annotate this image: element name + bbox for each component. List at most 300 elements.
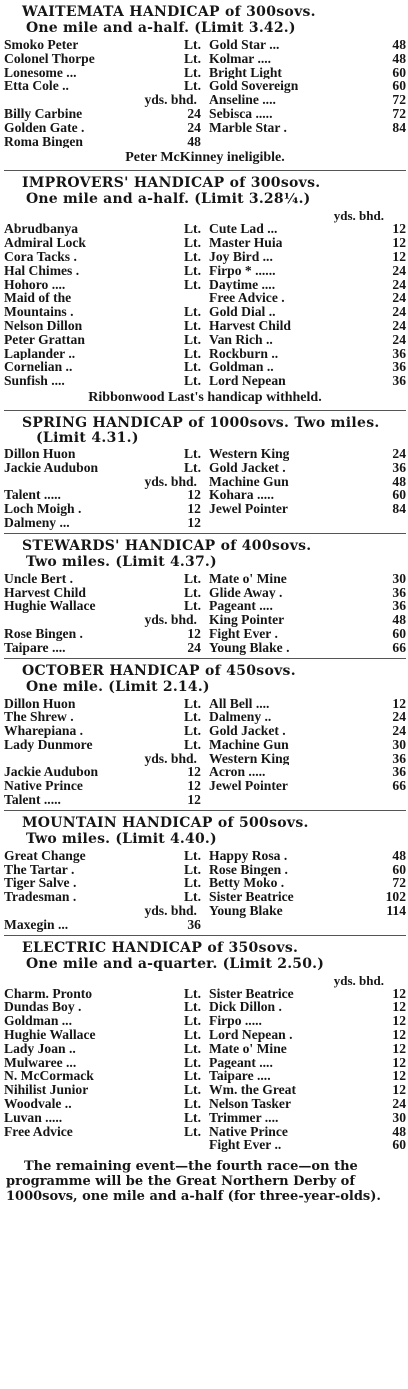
entries-column-right — [209, 572, 406, 655]
horse-name: Dalmeny .. — [209, 710, 272, 725]
entry-row — [209, 1097, 406, 1111]
handicap-value: Lt. — [183, 359, 201, 375]
horse-name: Glide Away . — [209, 585, 283, 600]
horse-name: Harvest Child — [4, 585, 86, 600]
entry-row — [209, 291, 406, 305]
handicap-value: Lt. — [183, 709, 201, 725]
handicap-value: Lt. — [183, 1013, 201, 1029]
entry-row — [209, 1069, 406, 1083]
entry-row — [4, 793, 201, 807]
horse-name: Jackie Audubon — [4, 765, 99, 780]
entry-row — [209, 876, 406, 890]
horse-name: Uncle Bert . — [4, 571, 74, 586]
horse-name: Mate o' Mine — [209, 1041, 287, 1056]
handicap-value: Lt. — [183, 304, 201, 320]
horse-name: Nihilist Junior — [4, 1083, 89, 1098]
entry-row — [209, 52, 406, 66]
section-subtitle: One mile and a-half. (Limit 3.28¼.) — [26, 191, 311, 208]
horse-name: Dillon Huon — [4, 696, 76, 711]
horse-name: The Shrew . — [4, 710, 74, 725]
handicap-value: Lt. — [183, 570, 201, 586]
handicap-section — [4, 659, 406, 811]
entry-row — [4, 710, 201, 724]
horse-name: Gold Star ... — [209, 38, 280, 52]
handicap-value: Lt. — [183, 1096, 201, 1112]
handicap-value: Lt. — [183, 459, 201, 475]
horse-name: Hughie Wallace — [4, 1028, 96, 1042]
entry-row — [209, 904, 406, 918]
horse-name: Fight Ever . — [209, 626, 278, 641]
entries-column-right — [209, 38, 406, 148]
horse-name: Free Advice . — [209, 291, 285, 306]
horse-name: Gold Sovereign — [209, 79, 299, 94]
entry-row — [209, 79, 406, 93]
entry-row — [209, 987, 406, 1001]
entries-column-right — [209, 697, 406, 807]
entry-row — [4, 627, 201, 641]
horse-name: Tiger Salve . — [4, 876, 77, 891]
yards-behind-header: yds. bhd. — [333, 208, 384, 224]
yards-behind-label: yds. bhd. — [144, 750, 197, 766]
entry-row — [4, 305, 201, 319]
handicap-value: 12 — [187, 501, 201, 517]
handicap-value: Lt. — [183, 78, 201, 94]
entry-row — [4, 724, 201, 738]
handicap-value: 12 — [392, 248, 406, 264]
entry-row — [209, 488, 406, 502]
entry-row — [4, 121, 201, 135]
entry-row — [4, 863, 201, 877]
entry-row — [4, 1042, 201, 1056]
entries-columns — [4, 849, 406, 932]
horse-name: Jackie Audubon — [4, 460, 99, 475]
horse-name: Laplander .. — [4, 346, 76, 361]
handicap-value: Lt. — [183, 1082, 201, 1098]
horse-name: Gold Jacket . — [209, 460, 286, 475]
handicap-value: 12 — [187, 792, 201, 808]
handicap-value: 12 — [392, 999, 406, 1015]
handicap-value: Lt. — [183, 373, 201, 389]
handicap-value: 36 — [392, 459, 406, 475]
entry-row — [4, 572, 201, 586]
handicap-value: 48 — [392, 847, 406, 863]
entry-row — [209, 697, 406, 711]
entry-row — [209, 752, 406, 766]
entry-row — [209, 1042, 406, 1056]
entry-row — [209, 710, 406, 724]
entry-row — [4, 1028, 201, 1042]
yards-behind-label: yds. bhd. — [144, 903, 197, 919]
entry-row — [209, 1111, 406, 1125]
handicap-section — [4, 411, 406, 534]
entry-row — [209, 1083, 406, 1097]
entry-row — [4, 319, 201, 333]
section-title: MOUNTAIN HANDICAP of 500sovs. — [22, 814, 309, 831]
handicap-value: 84 — [392, 119, 406, 135]
entry-row — [4, 987, 201, 1001]
yards-behind-header: yds. bhd. — [333, 972, 384, 988]
entry-row — [209, 250, 406, 264]
handicap-value: 24 — [392, 276, 406, 292]
handicap-value: Lt. — [183, 445, 201, 461]
handicap-value: 66 — [392, 778, 406, 794]
entry-row — [209, 319, 406, 333]
entries-column-left — [4, 987, 201, 1153]
horse-name: Taipare .... — [209, 1069, 271, 1084]
entry-row — [209, 374, 406, 388]
entry-row — [209, 849, 406, 863]
handicap-value: Lt. — [183, 861, 201, 877]
entry-row — [4, 461, 201, 475]
handicap-value: 24 — [392, 445, 406, 461]
horse-name: Cute Lad ... — [209, 222, 278, 237]
entry-row — [209, 278, 406, 292]
entry-row — [4, 765, 201, 779]
horse-name: Hughie Wallace — [4, 599, 96, 614]
entry-row — [4, 1111, 201, 1125]
handicap-value: Lt. — [183, 847, 201, 863]
horse-name: Trimmer .... — [209, 1110, 279, 1125]
handicap-value: 36 — [392, 345, 406, 361]
entry-row — [4, 1125, 201, 1139]
handicap-value: Lt. — [183, 37, 201, 52]
section-subtitle: Two miles. (Limit 4.37.) — [26, 553, 217, 570]
entry-row — [209, 1014, 406, 1028]
entry-row — [209, 447, 406, 461]
handicap-value: Lt. — [183, 345, 201, 361]
horse-name: Marble Star . — [209, 120, 287, 135]
entries-column-right — [209, 849, 406, 932]
entry-row — [209, 765, 406, 779]
horse-name: Peter Grattan — [4, 332, 85, 347]
horse-name: Cora Tacks . — [4, 249, 77, 264]
handicap-value: 36 — [392, 598, 406, 614]
entry-row — [4, 236, 201, 250]
section-subtitle: One mile. (Limit 2.14.) — [26, 678, 210, 695]
horse-name: Loch Moigh . — [4, 502, 82, 516]
entry-row — [4, 516, 201, 530]
entries-column-left — [4, 849, 201, 932]
handicap-value: Lt. — [183, 598, 201, 614]
handicap-value: Lt. — [183, 1123, 201, 1139]
handicap-value: Lt. — [183, 248, 201, 264]
entry-row — [4, 264, 201, 278]
entry-row — [4, 1083, 201, 1097]
section-title: STEWARDS' HANDICAP of 400sovs. — [22, 537, 312, 554]
section-note: Ribbonwood Last's handicap withheld. — [88, 389, 322, 405]
handicap-value: 12 — [187, 764, 201, 780]
horse-name: All Bell .... — [209, 696, 270, 711]
handicap-value: 12 — [392, 1040, 406, 1056]
handicap-value: 30 — [392, 1109, 406, 1125]
horse-name: Young Blake . — [209, 640, 290, 655]
handicap-value: 36 — [392, 750, 406, 766]
handicap-value: Lt. — [183, 999, 201, 1015]
handicap-value: 12 — [187, 514, 201, 530]
entry-row — [4, 1056, 201, 1070]
handicap-value: 84 — [392, 501, 406, 517]
entry-row — [209, 641, 406, 655]
entry-row — [4, 347, 201, 361]
handicap-value: 48 — [392, 612, 406, 628]
handicap-value: 72 — [392, 105, 406, 121]
entry-row — [209, 1056, 406, 1070]
horse-name: Happy Rosa . — [209, 848, 288, 863]
entries-column-left — [4, 38, 201, 148]
horse-name: Mountains . — [4, 305, 74, 319]
horse-name: Betty Moko . — [209, 876, 285, 891]
entry-row — [4, 779, 201, 793]
horse-name: Machine Gun — [209, 474, 289, 489]
entry-row — [209, 627, 406, 641]
horse-name: Luvan ..... — [4, 1110, 63, 1125]
entry-row — [4, 890, 201, 904]
horse-name: Lady Dunmore — [4, 737, 93, 752]
entry-row — [209, 1138, 406, 1152]
handicap-value: 72 — [392, 875, 406, 891]
handicap-value: 60 — [392, 487, 406, 503]
horse-name: Sister Beatrice — [209, 986, 294, 1001]
horse-name: Western King — [209, 751, 290, 766]
handicap-value: 24 — [392, 317, 406, 333]
horse-name: Billy Carbine — [4, 106, 83, 121]
entries-column-left — [4, 222, 201, 388]
entry-row — [209, 107, 406, 121]
entry-row — [209, 475, 406, 489]
horse-name: Dundas Boy . — [4, 1000, 82, 1015]
handicap-section — [4, 936, 406, 1156]
entry-row — [4, 502, 201, 516]
entry-row — [209, 66, 406, 80]
horse-name: Tradesman . — [4, 890, 77, 905]
entry-row — [209, 93, 406, 107]
horse-name: Master Huia — [209, 236, 283, 250]
handicap-value: 24 — [187, 119, 201, 135]
horse-name: Bright Light — [209, 65, 282, 80]
handicap-value: 60 — [392, 625, 406, 641]
entry-row — [4, 66, 201, 80]
handicap-section — [4, 0, 406, 171]
entry-row — [4, 918, 201, 932]
handicap-value: 36 — [392, 584, 406, 600]
handicap-value: Lt. — [183, 1068, 201, 1084]
handicap-value: 12 — [187, 778, 201, 794]
entry-row — [4, 1069, 201, 1083]
horse-name: Dalmeny ... — [4, 515, 70, 530]
yards-behind-label: yds. bhd. — [144, 92, 197, 108]
horse-name: Dillon Huon — [4, 446, 76, 461]
entry-row — [4, 374, 201, 388]
entry-row — [209, 461, 406, 475]
section-title: SPRING HANDICAP of 1000sovs. Two miles. (Limit 4.31.) — [22, 414, 380, 446]
entry-row — [209, 613, 406, 627]
entry-row — [4, 135, 201, 149]
horse-name: Harvest Child — [209, 318, 291, 333]
entry-row — [209, 1000, 406, 1014]
entry-row — [4, 291, 201, 305]
entry-row — [209, 121, 406, 135]
horse-name: Mulwaree ... — [4, 1055, 77, 1070]
horse-name: Machine Gun — [209, 737, 289, 752]
horse-name: Great Change — [4, 848, 86, 863]
horse-name: Talent ..... — [4, 488, 61, 503]
horse-name: Mate o' Mine — [209, 571, 287, 586]
entries-column-left — [4, 447, 201, 530]
horse-name: Nelson Dillon — [4, 318, 83, 333]
handicap-value: 12 — [392, 221, 406, 237]
handicap-value: 12 — [187, 625, 201, 641]
horse-name: Wharepiana . — [4, 724, 84, 738]
entry-row — [4, 599, 201, 613]
horse-name: Kohara ..... — [209, 488, 274, 503]
entry-row — [4, 641, 201, 655]
handicap-value: 24 — [392, 709, 406, 725]
horse-name: Pageant .... — [209, 599, 273, 614]
entry-row — [209, 572, 406, 586]
horse-name: The Tartar . — [4, 862, 75, 877]
horse-name: Woodvale .. — [4, 1097, 72, 1111]
horse-name: Firpo ..... — [209, 1014, 262, 1029]
horse-name: Gold Jacket . — [209, 724, 286, 738]
handicap-value: 48 — [392, 50, 406, 66]
horse-name: Sunfish .... — [4, 374, 65, 388]
entry-row — [209, 347, 406, 361]
handicap-value: Lt. — [183, 695, 201, 711]
horse-name: Kolmar .... — [209, 51, 272, 66]
horse-name: Gold Dial .. — [209, 305, 276, 319]
horse-name: Lonesome ... — [4, 65, 77, 80]
entry-row — [209, 360, 406, 374]
horse-name: Fight Ever .. — [209, 1138, 282, 1153]
horse-name: Pageant .... — [209, 1055, 273, 1070]
entry-row — [4, 738, 201, 752]
section-subtitle: One mile and a-quarter. (Limit 2.50.) — [26, 955, 325, 972]
horse-name: Joy Bird ... — [209, 249, 273, 264]
closing-paragraph: The remaining event—the fourth race—on the programme will be the Great Northern Derby of 1000sovs, one mile and a-half (for three-year-olds). — [6, 1159, 381, 1205]
handicap-value: Lt. — [183, 317, 201, 333]
handicap-value: 12 — [392, 1082, 406, 1098]
entries-column-right — [209, 222, 406, 388]
handicap-value: 60 — [392, 1137, 406, 1153]
handicap-value: 36 — [392, 359, 406, 375]
handicap-value: Lt. — [183, 276, 201, 292]
entry-row — [209, 305, 406, 319]
entries-column-right — [209, 987, 406, 1153]
horse-name: Maxegin ... — [4, 917, 69, 932]
section-subtitle: Two miles. (Limit 4.40.) — [26, 830, 217, 847]
section-note: Peter McKinney ineligible. — [125, 150, 285, 166]
handicap-value: Lt. — [183, 736, 201, 752]
horse-name: Native Prince — [209, 1124, 288, 1139]
handicap-value: 66 — [392, 639, 406, 655]
horse-name: Jewel Pointer — [209, 779, 288, 794]
horse-name: Native Prince — [4, 779, 83, 794]
horse-name: Acron ..... — [209, 765, 266, 780]
horse-name: Admiral Lock — [4, 236, 86, 250]
horse-name: Dick Dillon . — [209, 1000, 282, 1015]
horse-name: Rockburn .. — [209, 346, 279, 361]
section-title: ELECTRIC HANDICAP of 350sovs. — [22, 939, 299, 956]
horse-name: Jewel Pointer — [209, 502, 288, 516]
entry-row — [4, 447, 201, 461]
entry-row — [209, 738, 406, 752]
handicap-value: 24 — [392, 331, 406, 347]
handicap-value: Lt. — [183, 889, 201, 905]
handicap-value: 60 — [392, 78, 406, 94]
entry-row — [209, 599, 406, 613]
horse-name: Free Advice — [4, 1124, 73, 1139]
horse-name: Cornelian .. — [4, 360, 73, 375]
handicap-value: 60 — [392, 861, 406, 877]
entry-row — [209, 863, 406, 877]
horse-name: Goldman ... — [4, 1014, 72, 1029]
horse-name: Roma Bingen — [4, 134, 83, 149]
horse-name: Nelson Tasker — [209, 1097, 291, 1111]
entry-row — [4, 360, 201, 374]
entry-row — [4, 876, 201, 890]
handicap-value: 72 — [392, 92, 406, 108]
yards-behind-label: yds. bhd. — [144, 473, 197, 489]
horse-name: Rose Bingen . — [209, 862, 288, 877]
handicap-value: 24 — [187, 105, 201, 121]
handicap-value: 24 — [392, 1096, 406, 1112]
horse-name: N. McCormack — [4, 1069, 94, 1084]
section-title: OCTOBER HANDICAP of 450sovs. — [22, 662, 296, 679]
entry-row — [209, 724, 406, 738]
handicap-value: 36 — [187, 916, 201, 932]
handicap-value: 102 — [385, 889, 406, 905]
horse-name: Goldman .. — [209, 360, 274, 375]
horse-name: Rose Bingen . — [4, 626, 83, 641]
handicap-value: 12 — [392, 1027, 406, 1043]
handicap-value: 12 — [392, 1068, 406, 1084]
horse-name: Sister Beatrice — [209, 890, 294, 905]
entry-row — [4, 52, 201, 66]
handicap-value: 30 — [392, 570, 406, 586]
handicap-value: 12 — [392, 695, 406, 711]
horse-name: Abrudbanya — [4, 222, 79, 237]
horse-name: Lord Nepean . — [209, 1028, 293, 1042]
horse-name: Anseline .... — [209, 93, 276, 107]
handicap-value: Lt. — [183, 1040, 201, 1056]
horse-name: Hal Chimes . — [4, 263, 80, 278]
handicap-value: Lt. — [183, 875, 201, 891]
entries-columns — [4, 38, 406, 148]
horse-name: Smoko Peter — [4, 38, 79, 52]
handicap-value: 12 — [187, 487, 201, 503]
entry-row — [4, 488, 201, 502]
handicap-value: 24 — [392, 723, 406, 739]
handicap-value: 48 — [392, 473, 406, 489]
entries-columns — [4, 447, 406, 530]
entries-columns — [4, 697, 406, 807]
entry-row — [4, 222, 201, 236]
handicap-value: Lt. — [183, 235, 201, 251]
handicap-value: 114 — [386, 903, 406, 919]
entry-row — [209, 236, 406, 250]
entry-row — [209, 586, 406, 600]
entries-column-left — [4, 697, 201, 807]
handicap-value: Lt. — [183, 50, 201, 66]
entry-row — [209, 502, 406, 516]
entries-column-right — [209, 447, 406, 530]
horse-name: Hohoro .... — [4, 277, 66, 292]
handicap-value: 30 — [392, 736, 406, 752]
entry-row — [209, 1028, 406, 1042]
handicap-value: Lt. — [183, 1054, 201, 1070]
horse-name: Van Rich .. — [209, 332, 273, 347]
entry-row — [4, 107, 201, 121]
